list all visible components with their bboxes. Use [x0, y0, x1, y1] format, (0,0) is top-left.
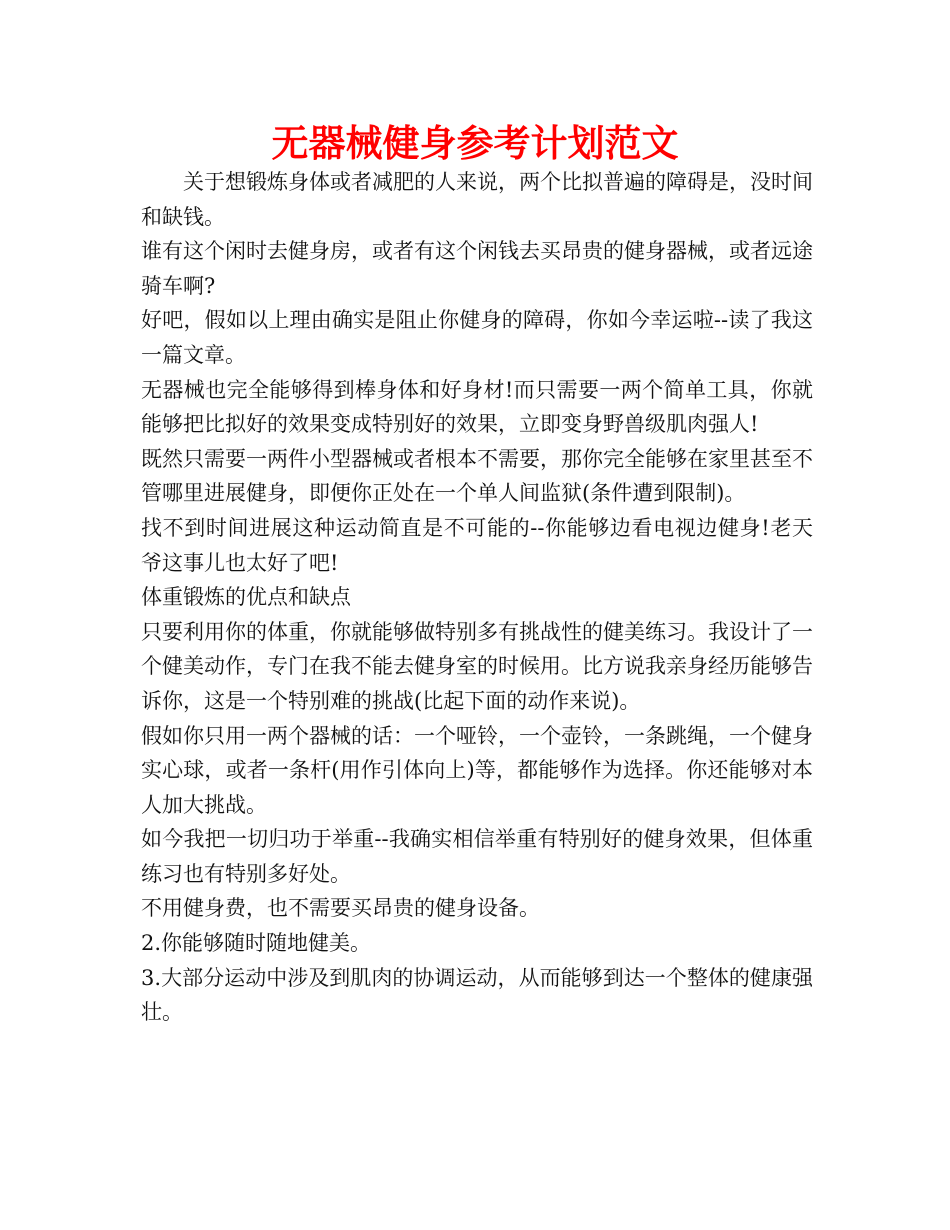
paragraph-8: 只要利用你的体重，你就能够做特别多有挑战性的健美练习。我设计了一个健美动作，专门在我不能去健身室的时候用。比方说我亲身经历能够告诉你，这是一个特别难的挑战(比起下面的动作来说)。 [141, 619, 813, 713]
paragraph-1: 关于想锻炼身体或者减肥的人来说，两个比拟普遍的障碍是，没时间和缺钱。 [141, 170, 813, 229]
page-title: 无器械健身参考计划范文 [271, 122, 679, 165]
list-item-1: 不用健身费，也不需要买昂贵的健身设备。 [141, 896, 540, 921]
paragraph-4: 无器械也完全能够得到棒身体和好身材!而只需要一两个简单工具，你就能够把比拟好的效果变成特别好的效果，立即变身野兽级肌肉强人! [141, 377, 813, 437]
paragraph-9: 假如你只用一两个器械的话：一个哑铃，一个壶铃，一条跳绳，一个健身实心球，或者一条杆(用作引体向上)等，都能够作为选择。你还能够对本人加大挑战。 [141, 723, 813, 817]
list-item-3: 3.大部分运动中涉及到肌肉的协调运动，从而能够到达一个整体的健康强壮。 [141, 965, 813, 1025]
paragraph-2: 谁有这个闲时去健身房，或者有这个闲钱去买昂贵的健身器械，或者远途骑车啊? [141, 239, 813, 298]
paragraph-6: 找不到时间进展这种运动简直是不可能的--你能够边看电视边健身!老天爷这事儿也太好了吧! [141, 515, 813, 575]
document-body [141, 165, 813, 1030]
list-item-2: 2.你能够随时随地健美。 [141, 931, 372, 956]
paragraph-5: 既然只需要一两件小型器械或者根本不需要，那你完全能够在家里甚至不管哪里进展健身，即便你正处在一个单人间监狱(条件遭到限制)。 [141, 446, 813, 506]
paragraph-10: 如今我把一切归功于举重--我确实相信举重有特别好的健身效果，但体重练习也有特别多好处。 [141, 827, 813, 886]
paragraph-3: 好吧，假如以上理由确实是阻止你健身的障碍，你如今幸运啦--读了我这一篇文章。 [141, 308, 813, 367]
section-heading: 体重锻炼的优点和缺点 [141, 585, 351, 610]
